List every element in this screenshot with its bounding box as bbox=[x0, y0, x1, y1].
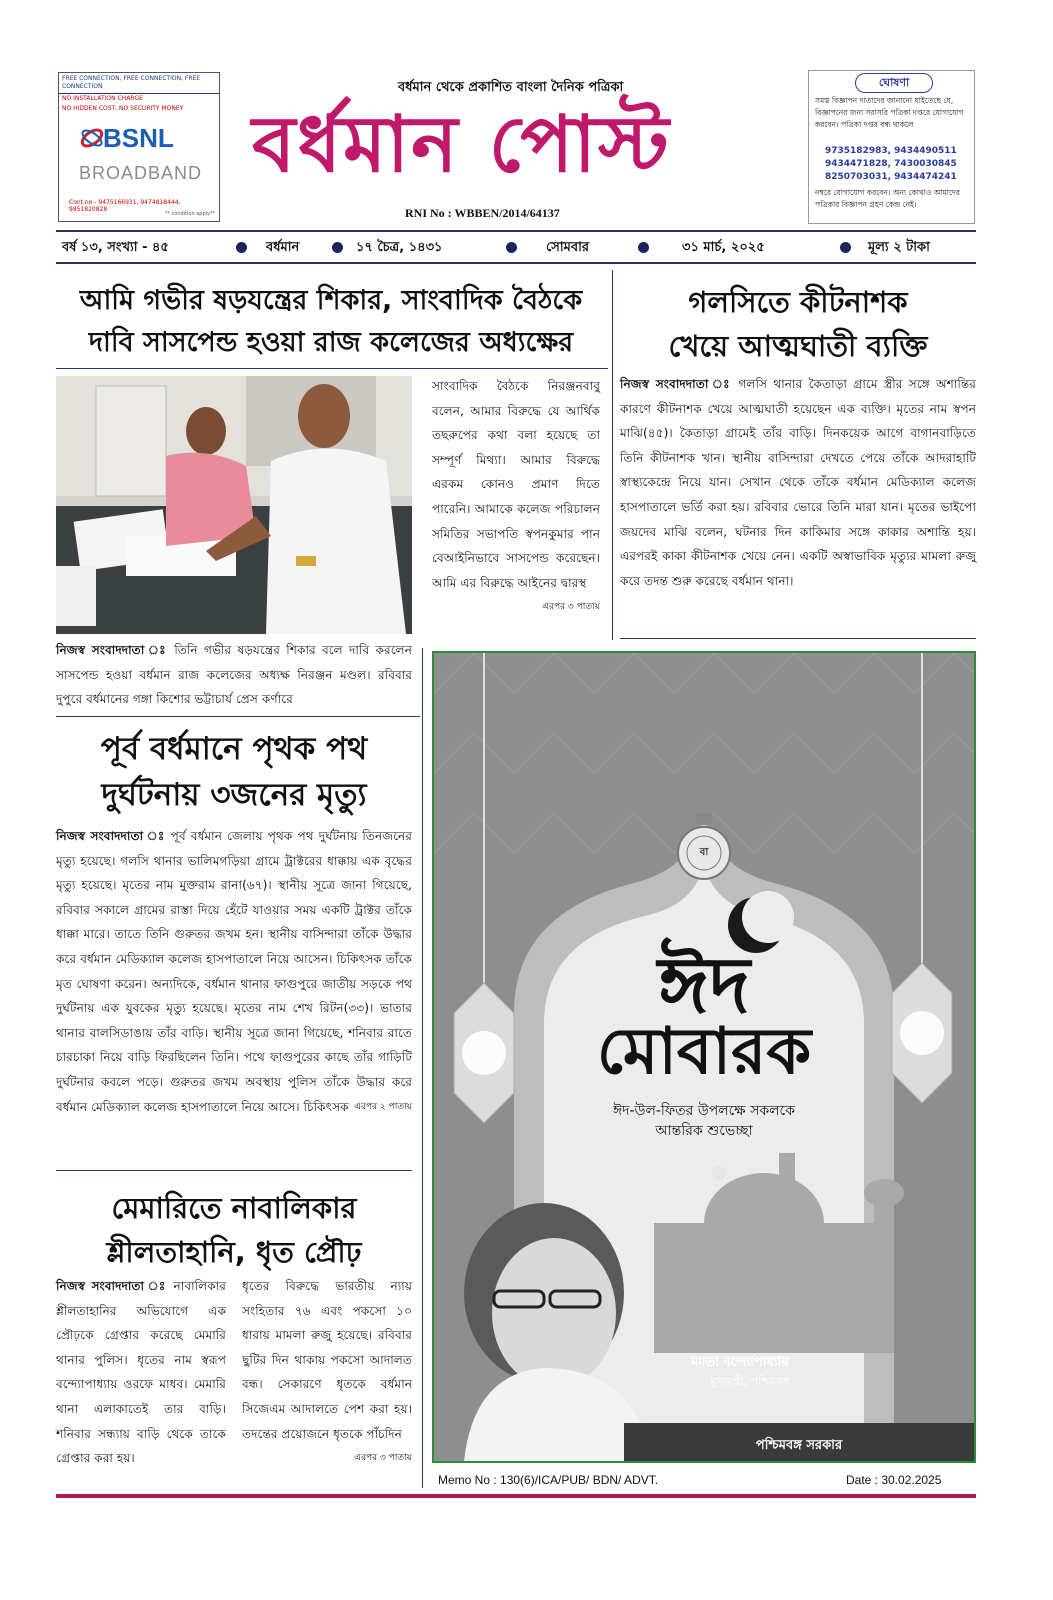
bsnl-product: BROADBAND bbox=[79, 163, 203, 183]
article1-continued: এরপর ৩ পাতায় bbox=[542, 602, 600, 613]
article2-body bbox=[620, 372, 976, 593]
article3-headline-line1: পূর্ব বর্ধমানে পৃথক পথ bbox=[100, 731, 368, 767]
article2-headline-line2: খেয়ে আত্মঘাতী ব্যক্তি bbox=[668, 329, 928, 363]
bsnl-advertisement bbox=[58, 72, 220, 222]
eid-mubarak-advertisement bbox=[432, 651, 976, 1463]
article1-body-text: তিনি গভীর ষড়যন্ত্রের শিকার বলে দাবি করলেন সাসপেন্ড হওয়া বর্ধমান রাজ কলেজের অধ্যক্ষ নিরঞ্জন মণ্ডল। রবিবার দুপুরে বর্ধমানের গঙ্গা কিশোর ভট্টাচার্য প্রেস কর্ণারে bbox=[56, 643, 412, 707]
place: বর্ধমান bbox=[266, 240, 300, 255]
notice-phone-3: 8250703031, 9434474241 bbox=[825, 172, 957, 182]
article1-photo bbox=[56, 376, 412, 634]
bsnl-swirl-icon bbox=[79, 125, 105, 151]
article3-body bbox=[56, 824, 412, 1119]
column-divider bbox=[612, 270, 613, 640]
article2-headline bbox=[620, 280, 976, 368]
article4-column1 bbox=[56, 1274, 226, 1471]
notice-heading: ঘোষণা bbox=[855, 73, 933, 93]
article3-top-rule bbox=[56, 716, 420, 717]
eid-greeting-2: আন্তরিক শুভেচ্ছা bbox=[655, 1123, 753, 1139]
article2-byline: নিজস্ব সংবাদদাতা ঃ bbox=[620, 377, 733, 391]
issue-number: বর্ষ ১৩, সংখ্যা - ৪৫ bbox=[62, 240, 169, 255]
rni-number: RNI No : WBBEN/2014/64137 bbox=[405, 206, 560, 220]
article1-side-body: সাংবাদিক বৈঠকে নিরঞ্জনবাবু বলেন, আমার বিরুদ্ধে যে আর্থিক তছরুপের কথা বলা হয়েছে তা সম্পূর্ণ মিথ্যা। আমার বিরুদ্ধে এরকম কোনও প্রমাণ দিতে পারেনি। আমাকে কলেজ পরিচালন সমিতির সভাপতি স্বপনকুমার পান বেআইনিভাবে সাসপেন্ড করেছেন। আমি এর বিরুদ্ধে আইনের দ্বারস্থ bbox=[432, 379, 600, 590]
article1-headline bbox=[56, 280, 606, 364]
bsnl-top-strip: FREE CONNECTION, FREE CONNECTION, FREE CONNECTION bbox=[59, 73, 219, 94]
bengali-date: ১৭ চৈত্র, ১৪৩১ bbox=[356, 240, 443, 255]
notice-phone-2: 9434471828, 7430030845 bbox=[825, 159, 957, 169]
article3-headline-line2: দুর্ঘটনায় ৩জনের মৃত্যু bbox=[101, 777, 367, 813]
article4-continued: এরপর ৩ পাতায় bbox=[354, 1453, 412, 1464]
bsnl-brand: BSNL bbox=[103, 123, 174, 153]
notice-text-top: সমস্ত বিজ্ঞাপন দাতাদের জানানো যাইতেছে যে, বিজ্ঞাপনের জন্য সরাসরি পত্রিকা দপ্তরে যোগাযোগ করবেন। পত্রিকা দপ্তর বন্ধ থাকলে bbox=[815, 96, 964, 129]
separator-dot bbox=[840, 242, 851, 253]
memo-number: Memo No : 130(6)/ICA/PUB/ BDN/ ADVT. bbox=[438, 1473, 659, 1487]
notice-phone-1: 9735182983, 9434490511 bbox=[825, 146, 957, 156]
article4-headline bbox=[56, 1186, 412, 1274]
top-rule bbox=[56, 230, 976, 232]
bsnl-line2: NO HIDDEN COST, NO SECURITY MONEY bbox=[62, 105, 184, 112]
article3-byline: নিজস্ব সংবাদদাতা ঃ bbox=[56, 829, 166, 843]
article4-byline: নিজস্ব সংবাদদাতা ঃ bbox=[56, 1279, 168, 1293]
notice-text-bottom: নম্বরে যোগাযোগ করবেন। অন্য কোথাও আমাদের পত্রিকার বিজ্ঞাপন গ্রহণ কেন্দ্র নেই। bbox=[815, 188, 961, 209]
article1-rule bbox=[56, 368, 608, 369]
datebar-rule bbox=[56, 262, 976, 264]
article4-body-col1: নাবালিকার শ্লীলতাহানির অভিযোগে এক প্রৌঢ়কে গ্রেপ্তার করেছে মেমারি থানার পুলিস। ধৃতের নাম স্বরূপ বন্দ্যোপাধ্যায় ওরফে মাধব। মেমারি থানা এলাকাতেই তার বাড়ি। শনিবার সন্ধ্যায় বাড়ি থেকে তাকে গ্রেপ্তার করা হয়। bbox=[56, 1279, 226, 1466]
weekday: সোমবার bbox=[546, 240, 590, 255]
column-divider bbox=[422, 648, 423, 1488]
gregorian-date: ৩১ মার্চ, ২০২৫ bbox=[682, 240, 765, 255]
eid-title-2: মোবারক bbox=[596, 1014, 812, 1089]
memo-date: Date : 30.02.2025 bbox=[846, 1473, 942, 1487]
separator-dot bbox=[506, 242, 517, 253]
article3-bottom-rule bbox=[56, 1170, 412, 1171]
bsnl-line1: NO INSTALLATION CHARGE bbox=[62, 95, 143, 102]
government-label: পশ্চিমবঙ্গ সরকার bbox=[755, 1438, 843, 1453]
cm-name: মমতা বন্দ্যোপাধ্যায় bbox=[691, 1355, 789, 1370]
emblem-letter: বা bbox=[699, 847, 709, 858]
eid-title-1: ঈদ bbox=[658, 940, 750, 1031]
masthead-tagline: বর্ধমান থেকে প্রকাশিত বাংলা দৈনিক পত্রিকা bbox=[398, 80, 624, 95]
bsnl-contact: Cont.no - 9475166931, 9474818444, 9851820828 bbox=[69, 199, 181, 213]
separator-dot bbox=[638, 242, 649, 253]
article3-continued: এরপর ২ পাতায় bbox=[354, 1101, 412, 1112]
article2-rule bbox=[620, 638, 976, 639]
article1-headline-line1: আমি গভীর ষড়যন্ত্রের শিকার, সাংবাদিক বৈঠকে bbox=[79, 285, 583, 316]
article4-column2 bbox=[242, 1274, 412, 1471]
date-bar bbox=[56, 236, 976, 258]
separator-dot bbox=[236, 242, 247, 253]
article3-headline bbox=[56, 726, 412, 818]
article1-side-column bbox=[432, 374, 600, 620]
article1-byline: নিজস্ব সংবাদদাতা ঃ bbox=[56, 643, 169, 657]
notice-box bbox=[808, 70, 975, 224]
article2-headline-line1: গলসিতে কীটনাশক bbox=[688, 285, 908, 319]
bottom-rule bbox=[56, 1494, 976, 1498]
article1-body bbox=[56, 638, 412, 712]
cm-designation: মুখ্যমন্ত্রী, পশ্চিমবঙ্গ bbox=[710, 1375, 790, 1388]
separator-dot bbox=[332, 242, 343, 253]
article3-body-text: পূর্ব বর্ধমান জেলায় পৃথক পথ দুর্ঘটনায় তিনজনের মৃত্যু হয়েছে। গলসি থানার ভালিমগড়িয়া গ্রামে ট্রাক্টরের ধাক্কায় এক বৃদ্ধের মৃত্যু হয়েছে। মৃতের নাম মুক্তরাম রানা(৬৭)। স্থানীয় সূত্রে জানা গিয়েছে, রবিবার সকালে গ্রামের রাস্তা দিয়ে হেঁটে যাওয়ার সময় একটি ট্রাক্টর তাঁকে ধাক্কা মারে। তাতে তিনি গুরুতর জখম হন। স্থানীয় বাসিন্দারা তাঁকে উদ্ধার করে বর্ধমান মেডিক্যাল কলেজ হাসপাতালে নিয়ে আসেন। চিকিৎসক তাঁকে মৃত ঘোষণা করেন। অন্যদিকে, বর্ধমান থানার ফাগুপুরে জাতীয় সড়কে পথ দুর্ঘটনায় এক যুবকের মৃত্যু হয়েছে। মৃতের নাম শেখ রিটন(৩৩)। ভাতার থানার বালসিডাঙায় তাঁর বাড়ি। স্থানীয় সূত্রে জানা গিয়েছে, শনিবার রাতে চারচাকা নিয়ে বাড়ি ফিরছিলেন তিনি। পথে ফাগুপুরের কাছে তাঁর গাড়িটি দুর্ঘটনার কবলে পড়ে। গুরুতর জখম অবস্থায় পুলিস তাঁকে উদ্ধার করে বর্ধমান মেডিক্যাল কলেজ হাসপাতালে নিয়ে আসে। চিকিৎসক bbox=[56, 829, 412, 1114]
price: মূল্য ২ টাকা bbox=[868, 240, 930, 255]
bsnl-condition: ** condition apply** bbox=[164, 211, 215, 217]
article4-body-col2: ধৃতের বিরুদ্ধে ভারতীয় ন্যায় সংহিতার ৭৬ এবং পকসো ১০ ধারায় মামলা রুজু হয়েছে। রবিবার ছুটির দিন থাকায় পকসো আদালত বন্ধ। সেকারণে ধৃতকে বর্ধমান সিজেএম আদালতে পেশ করা হয়। তদন্তের প্রয়োজনে ধৃতকে পাঁচদিন bbox=[242, 1279, 412, 1441]
article1-headline-line2: দাবি সাসপেন্ড হওয়া রাজ কলেজের অধ্যক্ষের bbox=[88, 327, 574, 358]
article2-body-text: গলসি থানার কৈতাড়া গ্রামে স্ত্রীর সঙ্গে অশান্তির কারণে কীটনাশক খেয়ে আত্মঘাতী হয়েছেন এক ব্যক্তি। মৃতের নাম স্বপন মাঝি(৪৫)। কৈতাড়া গ্রামেই তাঁর বাড়ি। দিনকয়েক আগে বাগানবাড়িতে তিনি কীটনাশক খান। স্থানীয় বাসিন্দারা দেখতে পেয়ে তাঁকে আদরাহাটি স্বাস্থ্যকেন্দ্রে নিয়ে যান। সেখান থেকে তাঁকে বর্ধমান মেডিক্যাল কলেজ হাসপাতালে ভর্তি করা হয়। রবিবার ভোরে তিনি মারা যান। মৃতের ভাইপো জয়দেব মাঝি বলেন, ঘটনার দিন কাকিমার সঙ্গে কাকার অশান্তি হয়। এরপরই কাকা কীটনাশক খেয়ে নেন। একটি অস্বাভাবিক মৃত্যুর মামলা রুজু করে তদন্ত শুরু করেছে বর্ধমান থানা। bbox=[620, 377, 976, 588]
article4-headline-line1: মেমারিতে নাবালিকার bbox=[111, 1191, 357, 1225]
eid-greeting-1: ঈদ-উল-ফিতর উপলক্ষে সকলকে bbox=[613, 1103, 795, 1119]
masthead-title: বর্ধমান পোস্ট bbox=[252, 99, 671, 190]
article4-headline-line2: শ্লীলতাহানি, ধৃত প্রৌঢ় bbox=[106, 1235, 362, 1269]
press-meet-photo bbox=[56, 376, 412, 634]
